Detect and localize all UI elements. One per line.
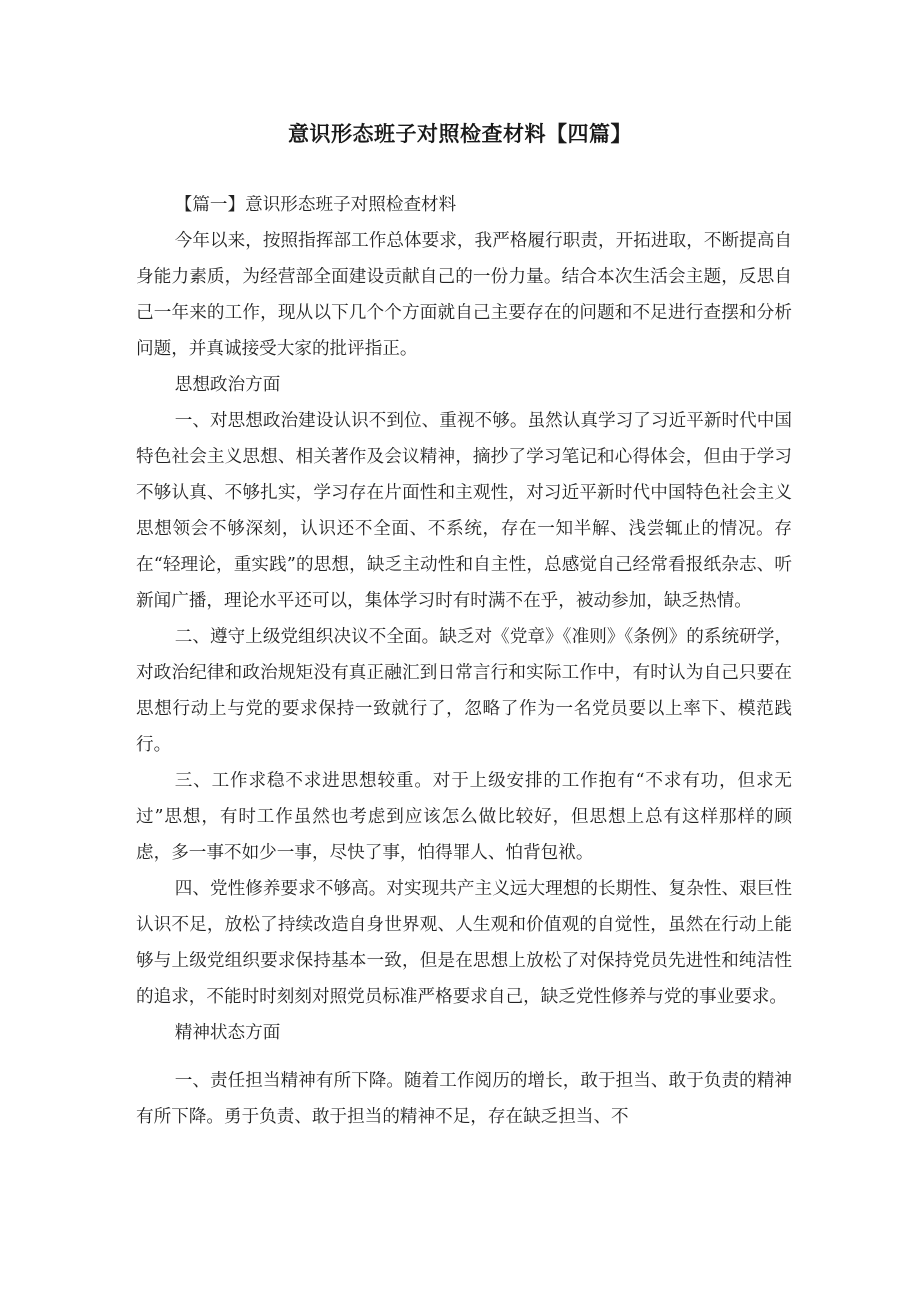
section-heading-part-one: 【篇一】意识形态班子对照检查材料 xyxy=(174,195,457,215)
document-body xyxy=(136,187,792,1135)
subheading-ideology-politics: 思想政治方面 xyxy=(174,375,281,395)
paragraph-point-three: 三、工作求稳不求进思想较重。对于上级安排的工作抱有“不求有功，但求无过”思想，有时工作虽然也考虑到应该怎么做比较好，但思想上总有这样那样的顾虑，多一事不如少一事，尽快了事，怕得罪人、怕背包袱。 xyxy=(136,771,792,863)
intro-paragraph: 今年以来，按照指挥部工作总体要求，我严格履行职责，开拓进取，不断提高自身能力素质，为经营部全面建设贡献自己的一份力量。结合本次生活会主题，反思自己一年来的工作，现从以下几个个方面就自己主要存在的问题和不足进行查摆和分析问题，并真诚接受大家的批评指正。 xyxy=(136,231,792,359)
paragraph-point-four: 四、党性修养要求不够高。对实现共产主义远大理想的长期性、复杂性、艰巨性认识不足，放松了持续改造自身世界观、人生观和价值观的自觉性，虽然在行动上能够与上级党组织要求保持基本一致，但是在思想上放松了对保持党员先进性和纯洁性的追求，不能时时刻刻对照党员标准严格要求自己，缺乏党性修养与党的事业要求。 xyxy=(136,879,792,1007)
subheading-mental-state: 精神状态方面 xyxy=(174,1023,281,1043)
document-title: 意识形态班子对照检查材料【四篇】 xyxy=(288,122,632,146)
paragraph-point-two: 二、遵守上级党组织决议不全面。缺乏对《党章》《准则》《条例》的系统研学，对政治纪律和政治规矩没有真正融汇到日常言行和实际工作中，有时认为自己只要在思想行动上与党的要求保持一致就行了，忽略了作为一名党员要以上率下、模范践行。 xyxy=(136,627,792,755)
paragraph-point-one: 一、对思想政治建设认识不到位、重视不够。虽然认真学习了习近平新时代中国特色社会主义思想、相关著作及会议精神，摘抄了学习笔记和心得体会，但由于学习不够认真、不够扎实，学习存在片面性和主观性，对习近平新时代中国特色社会主义思想领会不够深刻，认识还不全面、不系统，存在一知半解、浅尝辄止的情况。存在“轻理论，重实践”的思想，缺乏主动性和自主性，总感觉自己经常看报纸杂志、听新闻广播，理论水平还可以，集体学习时有时满不在乎，被动参加，缺乏热情。 xyxy=(136,411,792,611)
paragraph-spirit-one: 一、责任担当精神有所下降。随着工作阅历的增长，敢于担当、敢于负责的精神有所下降。勇于负责、敢于担当的精神不足，存在缺乏担当、不 xyxy=(136,1071,792,1127)
